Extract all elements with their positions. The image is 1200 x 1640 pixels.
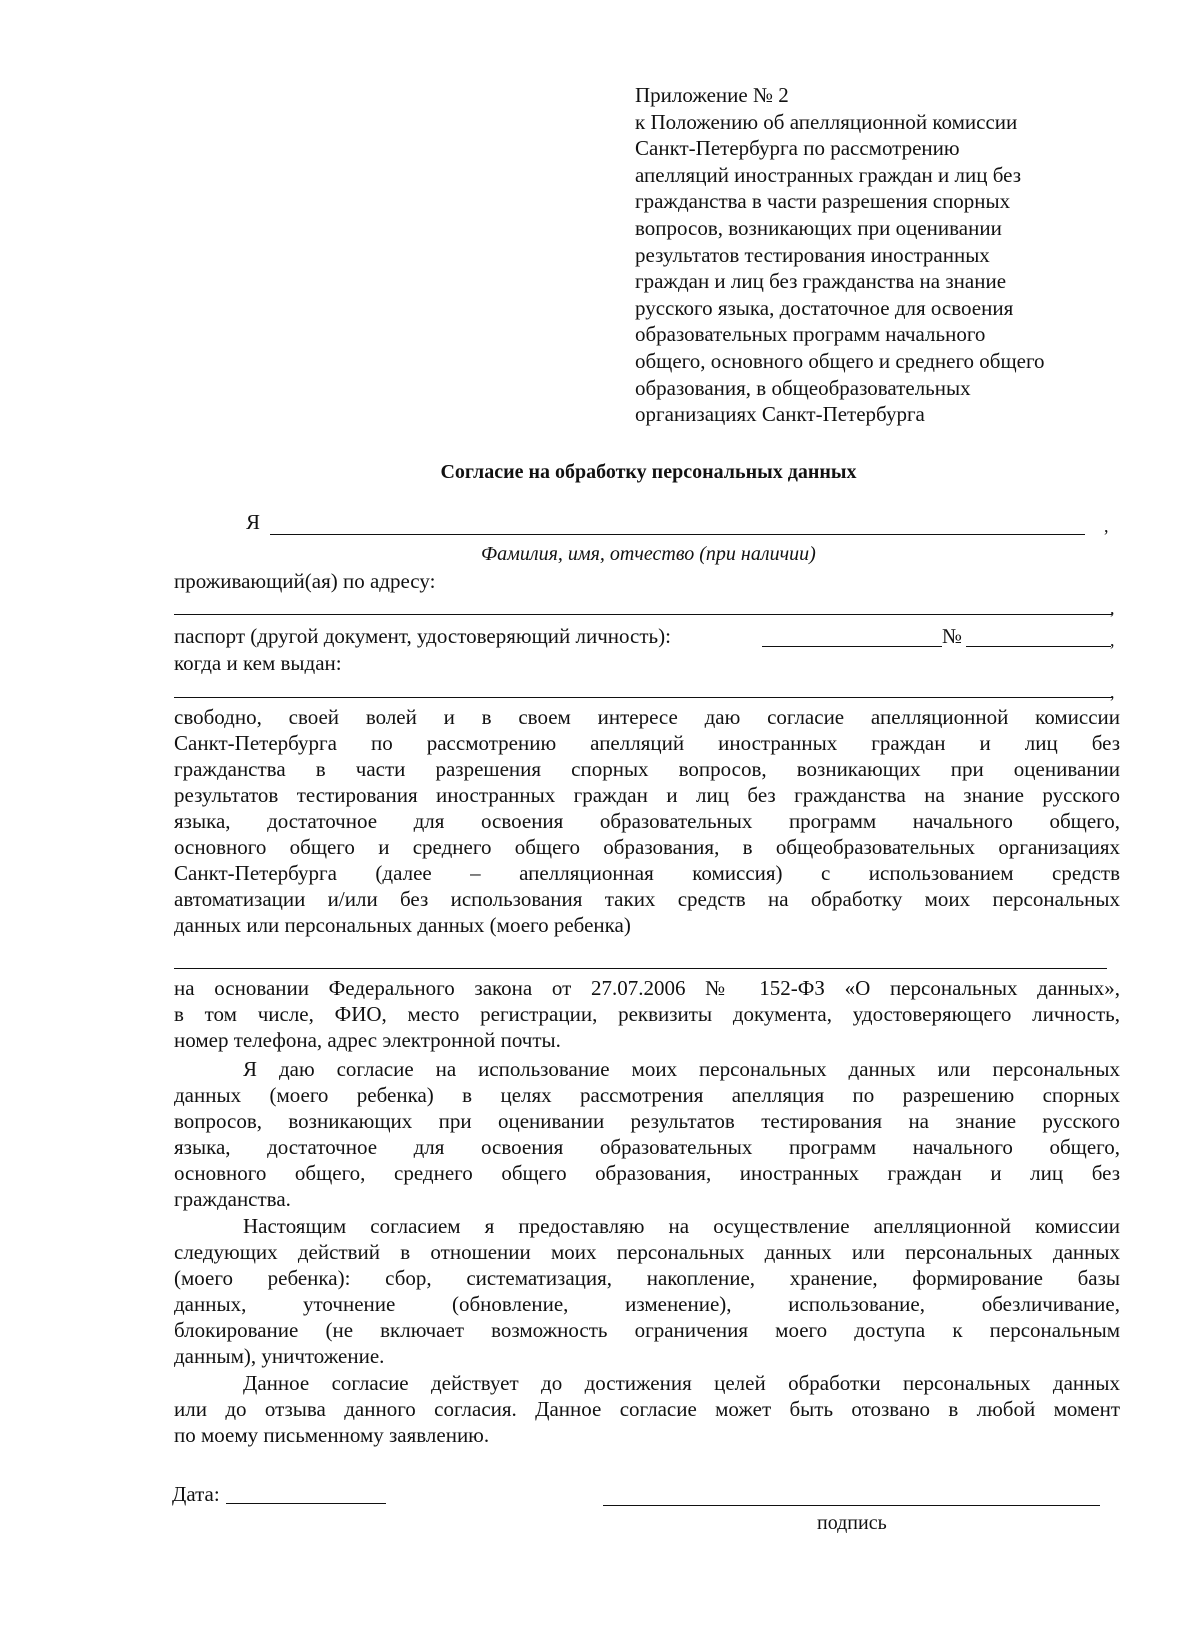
appendix-line: к Положению об апелляционной комиссии [635,109,1018,134]
appendix-line: образования, в общеобразовательных [635,375,971,400]
validity-paragraph [174,1370,1120,1448]
child-name-field-line[interactable] [174,968,1107,969]
paragraph-line: вопросов, возникающих при оценивании результатов тестирования на знание русского [174,1109,1120,1133]
paragraph-line: свободно, своей волей и в своем интересе даю согласие апелляционной комиссии [174,705,1120,729]
processing-actions-paragraph [174,1213,1120,1369]
passport-number-line[interactable] [966,646,1111,647]
passport-field-comma: , [1110,630,1115,650]
paragraph-line: Данное согласие действует до достижения целей обработки персональных данных [243,1371,1120,1395]
paragraph-line: результатов тестирования иностранных граждан и лиц без гражданства на знание русского [174,783,1120,807]
paragraph-line: автоматизации и/или без использования таких средств на обработку моих персональных [174,887,1120,911]
appendix-line: граждан и лиц без гражданства на знание [635,269,1007,294]
paragraph-line: основного общего, среднего общего образования, иностранных граждан и лиц без [174,1161,1120,1185]
appendix-line: гражданства в части разрешения спорных [635,189,1011,214]
name-field-caption: Фамилия, имя, отчество (при наличии) [481,543,816,565]
appendix-line: вопросов, возникающих при оценивании [635,215,1002,240]
appendix-line: образовательных программ начального [635,322,986,347]
passport-label: паспорт (другой документ, удостоверяющий личность): [174,624,671,648]
date-label: Дата: [172,1482,220,1506]
issued-field-line[interactable] [174,697,1112,698]
paragraph-line: следующих действий в отношении моих персональных данных или персональных данных [174,1240,1120,1264]
appendix-heading: Приложение № 2 [635,83,789,107]
paragraph-line: языка, достаточное для освоения образовательных программ начального общего, [174,1135,1120,1159]
usage-consent-paragraph [174,1056,1120,1212]
signature-caption: подпись [817,1512,887,1534]
paragraph-line: языка, достаточное для освоения образовательных программ начального общего, [174,809,1120,833]
paragraph-line: (моего ребенка): сбор, систематизация, накопление, хранение, формирование базы [174,1266,1120,1290]
appendix-line: русского языка, достаточное для освоения [635,295,1014,320]
paragraph-line: номер телефона, адрес электронной почты. [174,1028,561,1052]
passport-series-line[interactable] [762,646,942,647]
paragraph-line: данным), уничтожение. [174,1344,385,1368]
address-field-comma: , [1110,598,1115,618]
name-field-comma: , [1104,516,1109,536]
paragraph-line: гражданства в части разрешения спорных вопросов, возникающих при оценивании [174,757,1120,781]
document-title: Согласие на обработку персональных данных [440,461,857,483]
paragraph-line: гражданства. [174,1187,291,1211]
consent-paragraph [174,704,1120,938]
appendix-line: апелляций иностранных граждан и лиц без [635,162,1022,187]
paragraph-line: или до отзыва данного согласия. Данное согласие может быть отозвано в любой момент [174,1397,1120,1421]
paragraph-line: данных или персональных данных (моего ребенка) [174,913,631,937]
passport-number-label: № [942,624,963,648]
date-field-line[interactable] [226,1503,386,1504]
paragraph-line: Санкт-Петербурга (далее – апелляционная комиссия) с использованием средств [174,861,1120,885]
signature-field-line[interactable] [603,1505,1100,1506]
name-field-line[interactable] [270,534,1085,535]
paragraph-line: в том числе, ФИО, место регистрации, реквизиты документа, удостоверяющего личность, [174,1002,1120,1026]
paragraph-line: блокирование (не включает возможность ограничения моего доступа к персональным [174,1318,1120,1342]
paragraph-line: данных, уточнение (обновление, изменение), использование, обезличивание, [174,1292,1120,1316]
issued-field-comma: , [1110,682,1115,702]
paragraph-line: Настоящим согласием я предоставляю на осуществление апелляционной комиссии [243,1214,1120,1238]
paragraph-line: Санкт-Петербурга по рассмотрению апелляций иностранных граждан и лиц без [174,731,1120,755]
address-field-line[interactable] [174,614,1112,615]
i-label: Я [246,510,261,534]
issued-label: когда и кем выдан: [174,651,342,675]
appendix-line: результатов тестирования иностранных [635,242,990,267]
appendix-line: Санкт-Петербурга по рассмотрению [635,136,960,161]
appendix-line: организациях Санкт-Петербурга [635,402,925,427]
paragraph-line: основного общего и среднего общего образования, в общеобразовательных организациях [174,835,1120,859]
appendix-block [635,82,1125,428]
paragraph-line: на основании Федерального закона от 27.07.2006 № 152-ФЗ «О персональных данных», [174,976,1120,1000]
paragraph-line: по моему письменному заявлению. [174,1423,490,1447]
paragraph-line: данных (моего ребенка) в целях рассмотрения апелляция по разрешению спорных [174,1083,1120,1107]
legal-basis-paragraph [174,975,1120,1053]
appendix-line: общего, основного общего и среднего общего [635,348,1045,373]
paragraph-line: Я даю согласие на использование моих персональных данных или персональных [243,1057,1120,1081]
address-label: проживающий(ая) по адресу: [174,569,436,593]
